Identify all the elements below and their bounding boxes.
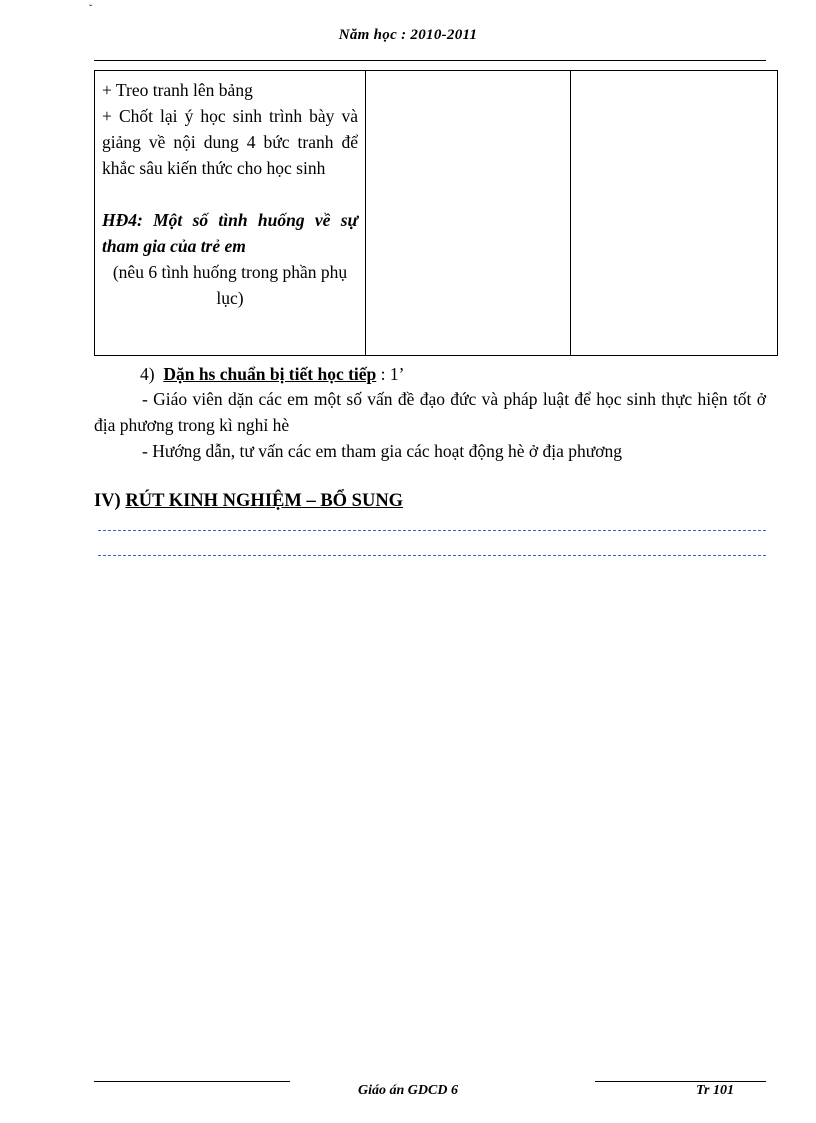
hd4-label: HĐ4:	[102, 210, 143, 230]
table-column-divider-2	[570, 71, 571, 355]
cell-para-chot-lai: + Chốt lại ý học sinh trình bày và giảng về nội dung 4 bức tranh để khắc sâu kiến thức cho học sinh	[102, 106, 358, 178]
item-4-time: : 1’	[376, 364, 405, 384]
header-rule	[94, 60, 766, 61]
footer-title: Giáo án GDCD 6	[358, 1083, 458, 1098]
cell-hd4-heading	[102, 207, 358, 259]
section-4-heading	[94, 491, 403, 512]
footer-rule-left	[94, 1081, 290, 1082]
section-4-prefix: IV)	[94, 491, 121, 511]
footer-rule-right	[595, 1081, 766, 1082]
table-column-divider-1	[365, 71, 366, 355]
hd4-title: Một số tình huống về sự tham gia của trẻ em	[102, 210, 358, 256]
notes-dashed-line-1	[98, 530, 766, 531]
paragraph-huong-dan: - Hướng dẫn, tư vấn các em tham gia các hoạt động hè ở địa phương	[142, 441, 622, 461]
item-4-heading	[140, 361, 404, 387]
lesson-table	[94, 70, 778, 356]
table-cell-activities	[102, 77, 358, 311]
section-4-title: RÚT KINH NGHIỆM – BỔ SUNG	[125, 491, 404, 511]
footer-page-number: Tr 101	[696, 1083, 734, 1098]
cell-gap	[102, 181, 358, 207]
item-4-number: 4)	[140, 364, 155, 384]
paragraph-giao-vien-dan: - Giáo viên dặn các em một số vấn đề đạo đức và pháp luật để học sinh thực hiện tốt ở địa phương trong kì nghỉ hè	[94, 389, 766, 435]
header-title: Năm học : 2010-2011	[338, 27, 478, 43]
corner-mark: ˇ	[89, 4, 93, 15]
cell-line-treo-tranh: + Treo tranh lên bảng	[102, 80, 253, 100]
cell-hd4-note: (nêu 6 tình huống trong phần phụ lục)	[112, 262, 348, 308]
notes-dashed-line-2	[98, 555, 766, 556]
item-4-title: Dặn hs chuẩn bị tiết học tiếp	[163, 364, 377, 384]
